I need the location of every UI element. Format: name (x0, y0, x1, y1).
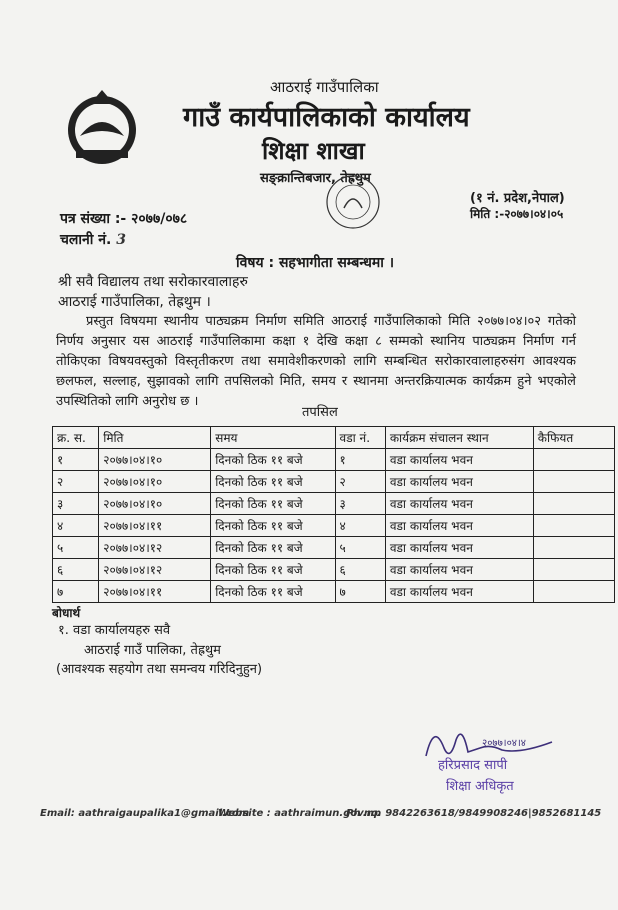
table-row (53, 493, 615, 515)
col-date: मिति (99, 427, 211, 449)
col-ward: वडा नं. (335, 427, 385, 449)
cell-ward: ३ (335, 493, 385, 515)
signatory-name: हरिप्रसाद सापी (438, 758, 508, 773)
cell-time: दिनको ठिक ११ बजे (211, 515, 335, 537)
cc-line-2: आठराई गाउँ पालिका, तेह्रथुम (84, 643, 221, 658)
dispatch-value: 3 (116, 232, 126, 248)
table-row (53, 537, 615, 559)
letter-subject: विषय : सहभागीता सम्बन्धमा । (236, 255, 394, 271)
col-remarks: कैफियत (533, 427, 614, 449)
cell-ward: १ (335, 449, 385, 471)
dispatch-number (60, 230, 126, 249)
letter-number: पत्र संख्या :- २०७७/०७८ (60, 211, 188, 227)
cell-remarks (533, 449, 614, 471)
cell-date: २०७७।०४।१२ (99, 559, 211, 581)
letter-date: मिति :-२०७७।०४।०५ (470, 207, 564, 221)
cell-time: दिनको ठिक ११ बजे (211, 581, 335, 603)
municipality-name: आठराई गाउँपालिका (270, 78, 379, 96)
cell-serial: ३ (53, 493, 99, 515)
office-location: सङ्क्रान्तिबजार, तेह्रथुम (260, 171, 371, 186)
signature-date: २०७७।०४।४ (482, 738, 526, 749)
footer-website: Website : aathraimun.gov.np (218, 808, 382, 819)
cell-serial: ५ (53, 537, 99, 559)
cell-serial: २ (53, 471, 99, 493)
table-row (53, 581, 615, 603)
col-venue: कार्यक्रम संचालन स्थान (385, 427, 533, 449)
cell-time: दिनको ठिक ११ बजे (211, 559, 335, 581)
dispatch-label: चलानी नं. (60, 232, 112, 248)
nepal-emblem-icon (62, 88, 142, 168)
cell-date: २०७७।०४।११ (99, 581, 211, 603)
cell-ward: ७ (335, 581, 385, 603)
cc-line-1: १. वडा कार्यालयहरु सवै (58, 623, 171, 638)
cell-time: दिनको ठिक ११ बजे (211, 449, 335, 471)
table-header-row (53, 427, 615, 449)
addressee-line-2: आठराई गाउँपालिका, तेह्रथुम । (58, 294, 211, 310)
col-time: समय (211, 427, 335, 449)
cell-ward: २ (335, 471, 385, 493)
cell-venue: वडा कार्यालय भवन (385, 581, 533, 603)
table-row (53, 471, 615, 493)
schedule-table (52, 426, 615, 603)
cell-remarks (533, 493, 614, 515)
cell-serial: ४ (53, 515, 99, 537)
cell-serial: ७ (53, 581, 99, 603)
cell-remarks (533, 471, 614, 493)
cell-serial: ६ (53, 559, 99, 581)
cell-date: २०७७।०४।११ (99, 515, 211, 537)
cell-date: २०७७।०४।१० (99, 493, 211, 515)
section-title: शिक्षा शाखा (262, 137, 365, 165)
cell-date: २०७७।०४।१० (99, 471, 211, 493)
cc-line-3: (आवश्यक सहयोग तथा समन्वय गरिदिनुहुन) (56, 662, 263, 677)
col-serial: क्र. स. (53, 427, 99, 449)
table-row (53, 515, 615, 537)
cell-venue: वडा कार्यालय भवन (385, 493, 533, 515)
cell-remarks (533, 537, 614, 559)
cell-venue: वडा कार्यालय भवन (385, 559, 533, 581)
cell-remarks (533, 581, 614, 603)
cell-date: २०७७।०४।१० (99, 449, 211, 471)
cell-ward: ६ (335, 559, 385, 581)
cc-label: बोधार्थ (52, 606, 81, 620)
cell-serial: १ (53, 449, 99, 471)
cell-venue: वडा कार्यालय भवन (385, 515, 533, 537)
table-row (53, 449, 615, 471)
cell-time: दिनको ठिक ११ बजे (211, 537, 335, 559)
cell-venue: वडा कार्यालय भवन (385, 449, 533, 471)
schedule-label: तपसिल (302, 405, 338, 420)
cell-time: दिनको ठिक ११ बजे (211, 493, 335, 515)
office-title: गाउँ कार्यपालिकाको कार्यालय (183, 102, 470, 133)
cell-remarks (533, 515, 614, 537)
table-row (53, 559, 615, 581)
cell-venue: वडा कार्यालय भवन (385, 537, 533, 559)
cell-venue: वडा कार्यालय भवन (385, 471, 533, 493)
cell-date: २०७७।०४।१२ (99, 537, 211, 559)
cell-remarks (533, 559, 614, 581)
office-stamp-icon (318, 172, 388, 232)
letter-body: प्रस्तुत विषयमा स्थानीय पाठ्यक्रम निर्माण समिति आठराई गाउँपालिकाको मिति २०७७।०४।०२ गतेको निर्णय अनुसार यस आठराई गाउँपालिकामा कक्षा १ देखि कक्षा ८ सम्मको स्थानिय पाठ्यक्रम निर्माण गर्न तोकिएका विषयवस्तुको विस्तृतीकरण तथा समावेशीकरणको लागि सम्बन्धित सरोकारवालाहरुसंग आवश्यक छलफल, सल्लाह, सुझावको लागि तपसिलको मिति, समय र स्थानमा अन्तरक्रियात्मक कार्यक्रम हुने भएकोले उपस्थितिको लागि अनुरोध छ । (56, 314, 576, 409)
province-label: (१ नं. प्रदेश,नेपाल) (470, 191, 565, 206)
cell-ward: ४ (335, 515, 385, 537)
signatory-title: शिक्षा अधिकृत (446, 779, 514, 794)
footer-phone: Ph no. 9842263618/9849908246|9852681145 (346, 808, 602, 819)
cell-ward: ५ (335, 537, 385, 559)
footer-email: Email: aathraigaupalika1@gmail.com (40, 808, 250, 819)
cell-time: दिनको ठिक ११ बजे (211, 471, 335, 493)
addressee-line-1: श्री सवै विद्यालय तथा सरोकारवालाहरु (58, 274, 248, 290)
